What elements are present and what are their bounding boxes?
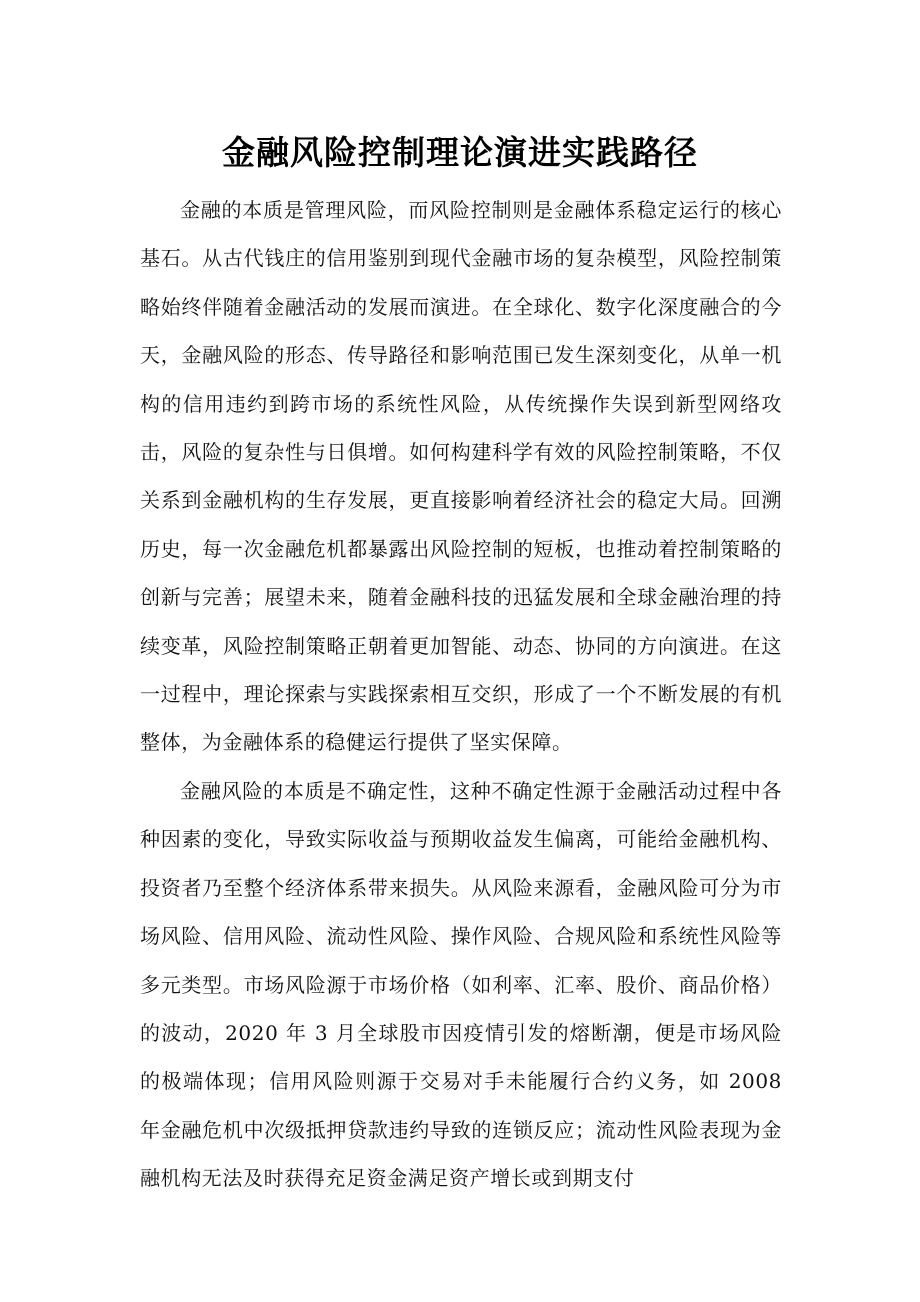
document-title: 金融风险控制理论演进实践路径 bbox=[222, 133, 698, 172]
paragraph-intro: 金融的本质是管理风险，而风险控制则是金融体系稳定运行的核心基石。从古代钱庄的信用鉴别到现代金融市场的复杂模型，风险控制策略始终伴随着金融活动的发展而演进。在全球化、数字化深度融合的今天，金融风险的形态、传导路径和影响范围已发生深刻变化，从单一机构的信用违约到跨市场的系统性风险，从传统操作失误到新型网络攻击，风险的复杂性与日俱增。如何构建科学有效的风险控制策略，不仅关系到金融机构的生存发展，更直接影响着经济社会的稳定大局。回溯历史，每一次金融危机都暴露出风险控制的短板，也推动着控制策略的创新与完善；展望未来，随着金融科技的迅猛发展和全球金融治理的持续变革，风险控制策略正朝着更加智能、动态、协同的方向演进。在这一过程中，理论探索与实践探索相互交织，形成了一个不断发展的有机整体，为金融体系的稳健运行提供了坚实保障。 bbox=[140, 198, 782, 755]
document-body bbox=[140, 186, 782, 1203]
paragraph-risk-definition: 金融风险的本质是不确定性，这种不确定性源于金融活动过程中各种因素的变化，导致实际收益与预期收益发生偏离，可能给金融机构、投资者乃至整个经济体系带来损失。从风险来源看，金融风险可分为市场风险、信用风险、流动性风险、操作风险、合规风险和系统性风险等多元类型。市场风险源于市场价格（如利率、汇率、股价、商品价格）的波动，2020 年 3 月全球股市因疫情引发的熔断潮，便是市场风险的极端体现；信用风险则源于交易对手未能履行合约义务，如 2008 年金融危机中次级抵押贷款违约导致的连锁反应；流动性风险表现为金融机构无法及时获得充足资金满足资产增长或到期支付 bbox=[140, 778, 782, 1191]
